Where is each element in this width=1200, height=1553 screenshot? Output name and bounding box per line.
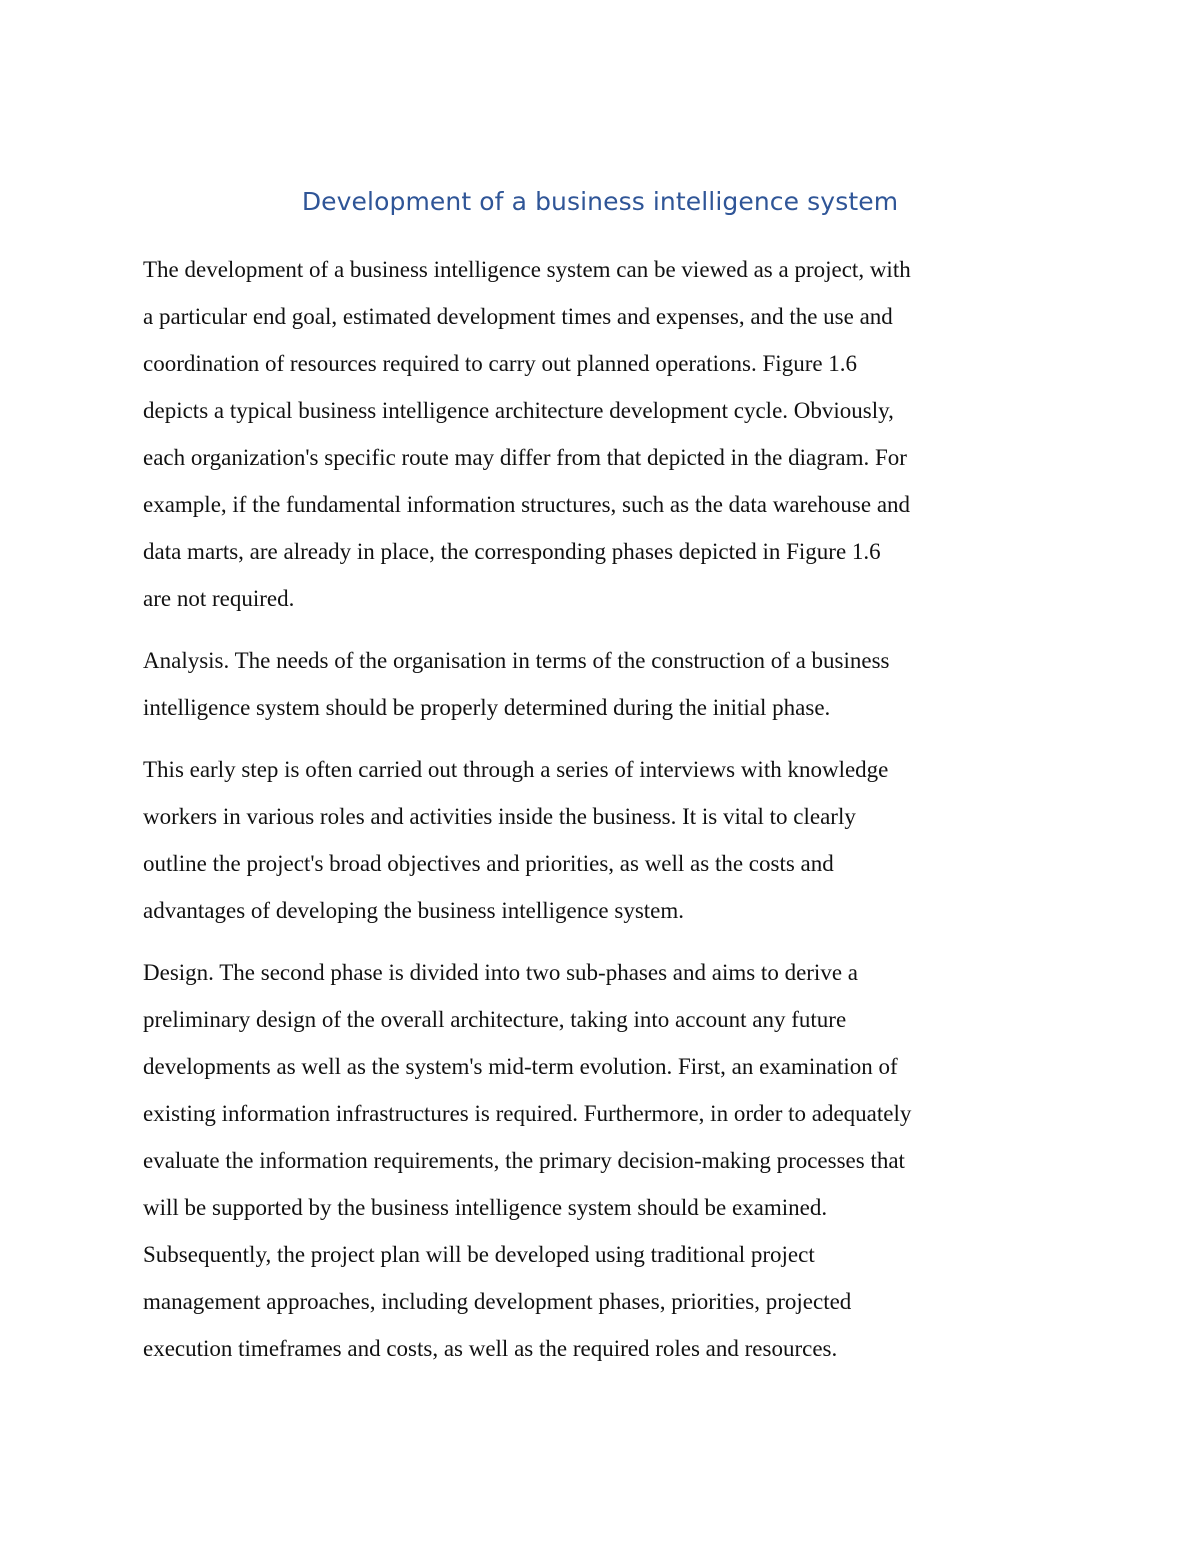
paragraph-line: management approaches, including development phases, priorities, projected bbox=[143, 1289, 852, 1314]
paragraph-introduction bbox=[143, 246, 1073, 622]
paragraph-line: existing information infrastructures is required. Furthermore, in order to adequately bbox=[143, 1101, 912, 1126]
paragraph-line: each organization's specific route may differ from that depicted in the diagram. For bbox=[143, 445, 907, 470]
paragraph-analysis bbox=[143, 637, 1073, 731]
paragraph-line: preliminary design of the overall architecture, taking into account any future bbox=[143, 1007, 847, 1032]
paragraph-line: depicts a typical business intelligence architecture development cycle. Obviously, bbox=[143, 398, 894, 423]
paragraph-line: advantages of developing the business intelligence system. bbox=[143, 898, 685, 923]
paragraph-line: example, if the fundamental information structures, such as the data warehouse and bbox=[143, 492, 911, 517]
paragraph-design bbox=[143, 949, 1073, 1372]
paragraph-line: This early step is often carried out through a series of interviews with knowledge bbox=[143, 757, 889, 782]
paragraph-line: The development of a business intelligence system can be viewed as a project, with bbox=[143, 257, 911, 282]
paragraph-line: workers in various roles and activities inside the business. It is vital to clearly bbox=[143, 804, 856, 829]
document-title: Development of a business intelligence system bbox=[301, 186, 899, 216]
paragraph-line: evaluate the information requirements, the primary decision-making processes that bbox=[143, 1148, 905, 1173]
paragraph-line: outline the project's broad objectives and priorities, as well as the costs and bbox=[143, 851, 834, 876]
paragraph-line: a particular end goal, estimated development times and expenses, and the use and bbox=[143, 304, 893, 329]
paragraph-line: execution timeframes and costs, as well as the required roles and resources. bbox=[143, 1336, 838, 1361]
paragraph-line: data marts, are already in place, the corresponding phases depicted in Figure 1.6 bbox=[143, 539, 881, 564]
paragraph-line: Design. The second phase is divided into two sub-phases and aims to derive a bbox=[143, 960, 858, 985]
paragraph-line: Analysis. The needs of the organisation in terms of the construction of a business bbox=[143, 648, 890, 673]
paragraph-line: intelligence system should be properly determined during the initial phase. bbox=[143, 695, 831, 720]
document-body bbox=[143, 246, 1073, 1387]
paragraph-line: are not required. bbox=[143, 586, 295, 611]
paragraph-line: developments as well as the system's mid-term evolution. First, an examination of bbox=[143, 1054, 898, 1079]
paragraph-interviews bbox=[143, 746, 1073, 934]
paragraph-line: coordination of resources required to carry out planned operations. Figure 1.6 bbox=[143, 351, 858, 376]
paragraph-line: Subsequently, the project plan will be developed using traditional project bbox=[143, 1242, 815, 1267]
paragraph-line: will be supported by the business intelligence system should be examined. bbox=[143, 1195, 828, 1220]
